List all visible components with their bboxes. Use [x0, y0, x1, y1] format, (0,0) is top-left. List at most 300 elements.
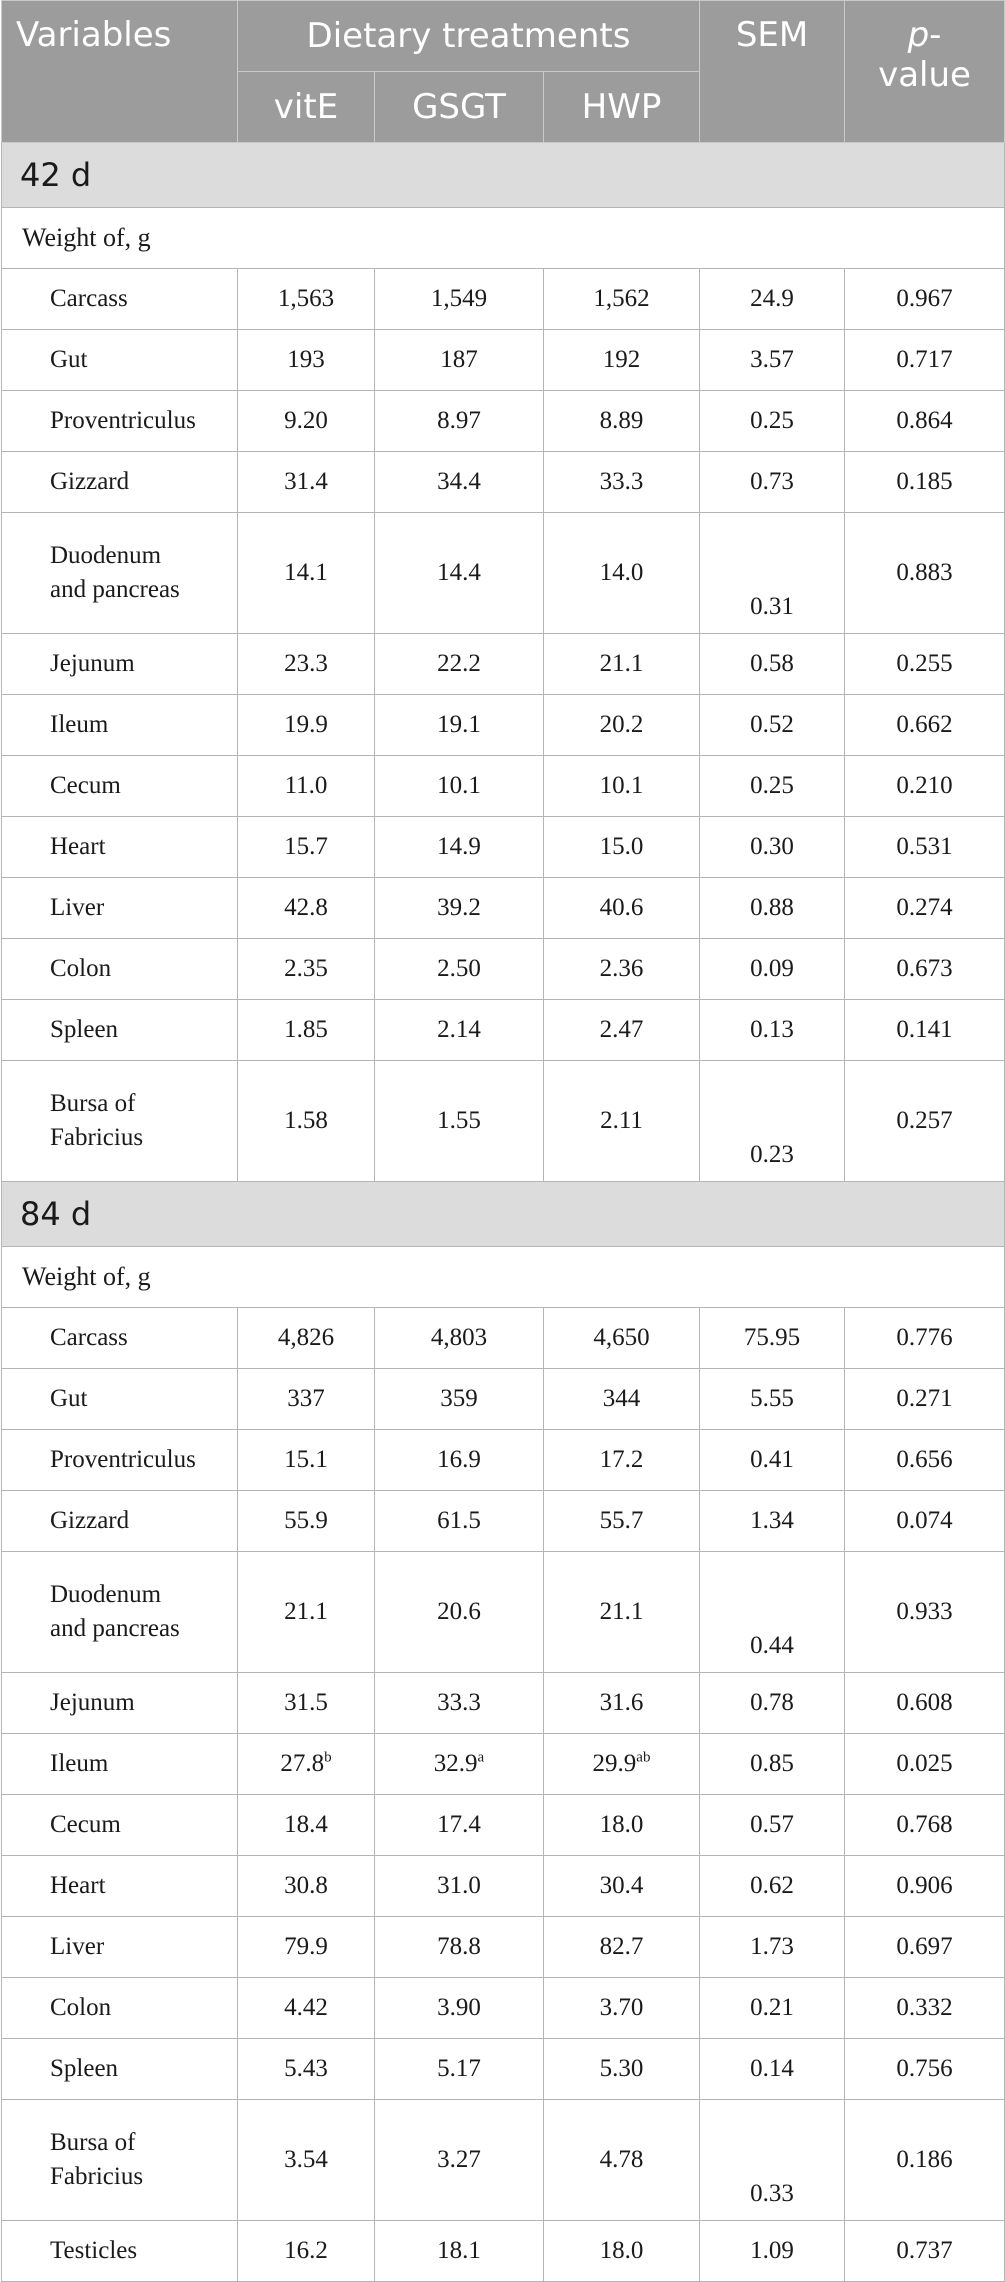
p-value-cell — [845, 1552, 1005, 1673]
table-row — [2, 269, 1005, 330]
cell-value: 55.7 — [599, 1507, 644, 1534]
table-row — [2, 1061, 1005, 1182]
cell-value: 1,549 — [430, 285, 488, 312]
cell-value: 0.31 — [750, 593, 794, 620]
variable-name-cell: Jejunum — [2, 1673, 238, 1734]
vite-cell — [238, 878, 375, 939]
cell-value: 21.1 — [599, 1598, 644, 1625]
cell-value: 0.33 — [750, 2180, 794, 2207]
cell-value: 22.2 — [437, 650, 481, 677]
vite-cell — [238, 513, 375, 634]
cell-value: 29.9 — [592, 1750, 637, 1777]
cell-value: 0.14 — [750, 2055, 794, 2082]
cell-value: 0.255 — [896, 650, 953, 677]
table-header — [2, 1, 1005, 143]
variable-name-cell: Carcass — [2, 1308, 238, 1369]
variable-name-line1: Bursa of — [50, 1090, 136, 1117]
sem-cell — [700, 2221, 845, 2282]
cell-value: 0.13 — [750, 1016, 794, 1043]
hwp-cell — [544, 1917, 700, 1978]
hwp-cell — [544, 269, 700, 330]
cell-value: 1.55 — [437, 1107, 481, 1134]
p-value-cell — [845, 817, 1005, 878]
gsgt-cell — [375, 939, 544, 1000]
cell-value: 31.6 — [599, 1689, 644, 1716]
variable-name-cell: Ileum — [2, 695, 238, 756]
p-value-cell — [845, 452, 1005, 513]
hwp-cell — [544, 2221, 700, 2282]
cell-value: 0.23 — [750, 1141, 794, 1168]
treatment-header-vite: vitE — [238, 72, 375, 143]
p-value-cell — [845, 878, 1005, 939]
cell-value: 9.20 — [284, 407, 328, 434]
sem-cell — [700, 1917, 845, 1978]
p-value-cell — [845, 1856, 1005, 1917]
hwp-cell — [544, 2039, 700, 2100]
cell-value: 75.95 — [743, 1324, 801, 1351]
sem-cell — [700, 1856, 845, 1917]
cell-value: 1,563 — [277, 285, 335, 312]
table-body — [2, 143, 1005, 2282]
cell-value: 0.274 — [896, 894, 953, 921]
cell-value: 0.57 — [750, 1811, 794, 1838]
cell-value: 1,562 — [593, 285, 650, 312]
cell-value: 2.50 — [437, 955, 481, 982]
cell-value: 0.717 — [896, 346, 953, 373]
cell-value: 2.14 — [437, 1016, 481, 1043]
table-row — [2, 1491, 1005, 1552]
sem-cell — [700, 391, 845, 452]
variable-name-line2: and pancreas — [50, 1615, 180, 1642]
cell-value: 20.2 — [599, 711, 644, 738]
hwp-cell — [544, 695, 700, 756]
p-value-cell — [845, 2221, 1005, 2282]
cell-value: 192 — [602, 346, 641, 373]
table-row — [2, 513, 1005, 634]
cell-value: 61.5 — [437, 1507, 481, 1534]
cell-value: 0.78 — [750, 1689, 794, 1716]
table-row — [2, 1673, 1005, 1734]
cell-value: 14.1 — [284, 559, 328, 586]
vite-cell — [238, 1917, 375, 1978]
hwp-cell — [544, 1673, 700, 1734]
cell-value: 14.0 — [599, 559, 644, 586]
vite-cell — [238, 1000, 375, 1061]
cell-value: 0.30 — [750, 833, 794, 860]
cell-value: 32.9 — [433, 1750, 478, 1777]
table-row — [2, 1856, 1005, 1917]
cell-value: 1.34 — [750, 1507, 794, 1534]
variable-name-cell: Liver — [2, 1917, 238, 1978]
sem-cell — [700, 1308, 845, 1369]
cell-value: 14.9 — [437, 833, 481, 860]
p-value-cell — [845, 269, 1005, 330]
cell-value: 24.9 — [750, 285, 794, 312]
p-value-cell — [845, 330, 1005, 391]
gsgt-cell — [375, 2039, 544, 2100]
vite-cell — [238, 1308, 375, 1369]
gsgt-cell — [375, 1795, 544, 1856]
sem-cell — [700, 1000, 845, 1061]
table-row — [2, 1978, 1005, 2039]
variable-name-cell: Spleen — [2, 1000, 238, 1061]
cell-value: 17.4 — [437, 1811, 481, 1838]
gsgt-cell — [375, 1917, 544, 1978]
cell-value: 5.17 — [437, 2055, 481, 2082]
cell-value: 82.7 — [599, 1933, 644, 1960]
variable-name-cell — [2, 1061, 238, 1182]
gsgt-cell — [375, 1000, 544, 1061]
cell-value: 19.1 — [437, 711, 481, 738]
vite-cell — [238, 1734, 375, 1795]
cell-value: 0.673 — [896, 955, 953, 982]
table-row — [2, 2039, 1005, 2100]
vite-cell — [238, 1369, 375, 1430]
cell-value: 0.906 — [896, 1872, 953, 1899]
cell-value: 4,650 — [593, 1324, 650, 1351]
gsgt-cell — [375, 1430, 544, 1491]
cell-value: 3.27 — [437, 2146, 481, 2173]
sem-cell — [700, 1491, 845, 1552]
sem-cell — [700, 1673, 845, 1734]
table-row — [2, 1000, 1005, 1061]
p-value-cell — [845, 391, 1005, 452]
p-value-cell — [845, 2039, 1005, 2100]
sem-cell — [700, 2039, 845, 2100]
section-label: 42 d — [2, 143, 1005, 208]
cell-value: 18.0 — [599, 1811, 644, 1838]
gsgt-cell — [375, 1552, 544, 1673]
cell-value: 0.25 — [750, 772, 794, 799]
cell-value: 5.43 — [284, 2055, 328, 2082]
vite-cell — [238, 1795, 375, 1856]
variable-name-cell: Colon — [2, 1978, 238, 2039]
hwp-cell — [544, 1491, 700, 1552]
p-value-header — [845, 1, 1005, 143]
gsgt-cell — [375, 1978, 544, 2039]
cell-value: 5.30 — [599, 2055, 644, 2082]
cell-value: 0.21 — [750, 1994, 794, 2021]
p-value-cell — [845, 1673, 1005, 1734]
p-value-cell — [845, 1430, 1005, 1491]
cell-value: 0.41 — [750, 1446, 794, 1473]
cell-value: 30.8 — [284, 1872, 328, 1899]
section-header-row — [2, 143, 1005, 208]
table-row — [2, 1795, 1005, 1856]
cell-value: 0.186 — [896, 2146, 953, 2173]
cell-value: 193 — [287, 346, 325, 373]
cell-value: 18.4 — [284, 1811, 328, 1838]
gsgt-cell — [375, 2100, 544, 2221]
gsgt-cell — [375, 1369, 544, 1430]
cell-value: 0.25 — [750, 407, 794, 434]
cell-value: 31.0 — [437, 1872, 481, 1899]
cell-value: 34.4 — [437, 468, 481, 495]
cell-value: 0.44 — [750, 1632, 794, 1659]
p-value-cell — [845, 1917, 1005, 1978]
hwp-cell — [544, 634, 700, 695]
hwp-cell — [544, 1978, 700, 2039]
hwp-cell — [544, 330, 700, 391]
dietary-treatments-header: Dietary treatments — [238, 1, 700, 72]
sem-cell — [700, 452, 845, 513]
cell-value: 11.0 — [284, 772, 328, 799]
hwp-cell — [544, 878, 700, 939]
vite-cell — [238, 1430, 375, 1491]
variable-name-line1: Bursa of — [50, 2129, 136, 2156]
gsgt-cell — [375, 756, 544, 817]
cell-value: 0.756 — [896, 2055, 953, 2082]
cell-value: 15.7 — [284, 833, 328, 860]
cell-value: 19.9 — [284, 711, 328, 738]
variable-name-cell: Heart — [2, 817, 238, 878]
variable-name-cell — [2, 1552, 238, 1673]
vite-cell — [238, 817, 375, 878]
treatment-header-hwp: HWP — [544, 72, 700, 143]
cell-value: 0.88 — [750, 894, 794, 921]
cell-value: 21.1 — [599, 650, 644, 677]
hwp-cell — [544, 1795, 700, 1856]
cell-value: 0.141 — [896, 1016, 953, 1043]
cell-value: 5.55 — [750, 1385, 794, 1412]
variable-name-cell: Liver — [2, 878, 238, 939]
variable-name-cell: Proventriculus — [2, 391, 238, 452]
cell-value: 79.9 — [284, 1933, 328, 1960]
cell-value: 0.62 — [750, 1872, 794, 1899]
table-row — [2, 817, 1005, 878]
cell-value: 0.608 — [896, 1689, 953, 1716]
variable-name-cell: Cecum — [2, 1795, 238, 1856]
cell-value: 33.3 — [599, 468, 644, 495]
cell-value: 31.4 — [284, 468, 328, 495]
significance-superscript: b — [324, 1749, 332, 1766]
p-value-cell — [845, 1369, 1005, 1430]
p-value-cell — [845, 1061, 1005, 1182]
cell-value: 0.025 — [896, 1750, 953, 1777]
hwp-cell — [544, 939, 700, 1000]
subheading-label: Weight of, g — [2, 208, 1005, 269]
p-value-cell — [845, 634, 1005, 695]
cell-value: 16.2 — [284, 2237, 328, 2264]
sem-header: SEM — [700, 1, 845, 143]
cell-value: 21.1 — [284, 1598, 328, 1625]
hwp-cell — [544, 817, 700, 878]
sem-cell — [700, 2100, 845, 2221]
variable-name-line1: Duodenum — [50, 1581, 162, 1608]
variable-name-line2: Fabricius — [50, 1124, 144, 1151]
cell-value: 359 — [440, 1385, 478, 1412]
cell-value: 0.967 — [896, 285, 953, 312]
p-value-cell — [845, 1491, 1005, 1552]
cell-value: 1.09 — [750, 2237, 794, 2264]
gsgt-cell — [375, 1308, 544, 1369]
cell-value: 0.768 — [896, 1811, 953, 1838]
sem-cell — [700, 1795, 845, 1856]
cell-value: 0.52 — [750, 711, 794, 738]
gsgt-cell — [375, 2221, 544, 2282]
variable-name-cell: Colon — [2, 939, 238, 1000]
table-row — [2, 756, 1005, 817]
cell-value: 4.42 — [284, 1994, 328, 2021]
sem-cell — [700, 1061, 845, 1182]
vite-cell — [238, 2100, 375, 2221]
cell-value: 344 — [602, 1385, 641, 1412]
hwp-cell — [544, 2100, 700, 2221]
variable-name-cell — [2, 2100, 238, 2221]
p-value-suffix: - — [929, 15, 942, 55]
gsgt-cell — [375, 513, 544, 634]
sem-cell — [700, 269, 845, 330]
cell-value: 0.332 — [896, 1994, 953, 2021]
vite-cell — [238, 756, 375, 817]
cell-value: 0.737 — [896, 2237, 953, 2264]
gsgt-cell — [375, 391, 544, 452]
cell-value: 187 — [440, 346, 478, 373]
hwp-cell — [544, 1000, 700, 1061]
cell-value: 78.8 — [437, 1933, 481, 1960]
cell-value: 2.11 — [600, 1107, 643, 1134]
p-value-cell — [845, 1795, 1005, 1856]
variable-name-cell: Heart — [2, 1856, 238, 1917]
vite-cell — [238, 269, 375, 330]
sem-cell — [700, 695, 845, 756]
table-row — [2, 1308, 1005, 1369]
vite-cell — [238, 939, 375, 1000]
p-value-cell — [845, 939, 1005, 1000]
gsgt-cell — [375, 330, 544, 391]
cell-value: 4,803 — [430, 1324, 488, 1351]
cell-value: 10.1 — [437, 772, 481, 799]
variable-name-line2: and pancreas — [50, 576, 180, 603]
variables-header: Variables — [2, 1, 238, 143]
sem-cell — [700, 817, 845, 878]
hwp-cell — [544, 1369, 700, 1430]
table-row — [2, 1430, 1005, 1491]
cell-value: 0.074 — [896, 1507, 953, 1534]
gsgt-cell — [375, 1673, 544, 1734]
vite-cell — [238, 1978, 375, 2039]
cell-value: 0.09 — [750, 955, 794, 982]
vite-cell — [238, 634, 375, 695]
vite-cell — [238, 2039, 375, 2100]
cell-value: 0.58 — [750, 650, 794, 677]
cell-value: 8.97 — [437, 407, 481, 434]
sem-cell — [700, 878, 845, 939]
subheading-label: Weight of, g — [2, 1247, 1005, 1308]
table-row — [2, 878, 1005, 939]
vite-cell — [238, 2221, 375, 2282]
p-value-cell — [845, 2100, 1005, 2221]
table-row — [2, 1917, 1005, 1978]
hwp-cell — [544, 1308, 700, 1369]
cell-value: 0.85 — [750, 1750, 794, 1777]
cell-value: 0.864 — [896, 407, 953, 434]
cell-value: 1.85 — [284, 1016, 328, 1043]
cell-value: 18.1 — [437, 2237, 481, 2264]
cell-value: 16.9 — [437, 1446, 481, 1473]
variable-name-cell: Proventriculus — [2, 1430, 238, 1491]
sem-cell — [700, 634, 845, 695]
vite-cell — [238, 695, 375, 756]
hwp-cell — [544, 1430, 700, 1491]
variable-name-cell: Jejunum — [2, 634, 238, 695]
cell-value: 8.89 — [599, 407, 644, 434]
vite-cell — [238, 452, 375, 513]
hwp-cell — [544, 1734, 700, 1795]
variable-name-cell: Gizzard — [2, 452, 238, 513]
cell-value: 0.73 — [750, 468, 794, 495]
cell-value: 42.8 — [284, 894, 328, 921]
variable-name-line1: Duodenum — [50, 542, 162, 569]
cell-value: 3.70 — [599, 1994, 644, 2021]
variable-name-cell: Gut — [2, 1369, 238, 1430]
p-value-cell — [845, 695, 1005, 756]
cell-value: 0.697 — [896, 1933, 953, 1960]
cell-value: 23.3 — [284, 650, 328, 677]
cell-value: 55.9 — [284, 1507, 328, 1534]
cell-value: 15.1 — [284, 1446, 328, 1473]
cell-value: 1.58 — [284, 1107, 328, 1134]
table-row — [2, 939, 1005, 1000]
vite-cell — [238, 1673, 375, 1734]
hwp-cell — [544, 513, 700, 634]
treatment-header-gsgt: GSGT — [375, 72, 544, 143]
cell-value: 1.73 — [750, 1933, 794, 1960]
hwp-cell — [544, 1061, 700, 1182]
gsgt-cell — [375, 452, 544, 513]
variable-name-cell: Carcass — [2, 269, 238, 330]
cell-value: 40.6 — [599, 894, 644, 921]
vite-cell — [238, 330, 375, 391]
cell-value: 2.35 — [284, 955, 328, 982]
sem-cell — [700, 1430, 845, 1491]
gsgt-cell — [375, 1856, 544, 1917]
table-row — [2, 330, 1005, 391]
p-value-cell — [845, 1308, 1005, 1369]
cell-value: 3.54 — [284, 2146, 328, 2173]
cell-value: 0.210 — [896, 772, 953, 799]
gsgt-cell — [375, 634, 544, 695]
vite-cell — [238, 1552, 375, 1673]
cell-value: 30.4 — [599, 1872, 644, 1899]
cell-value: 0.883 — [896, 559, 953, 586]
cell-value: 3.90 — [437, 1994, 481, 2021]
variable-name-cell: Gizzard — [2, 1491, 238, 1552]
cell-value: 0.531 — [896, 833, 953, 860]
gsgt-cell — [375, 269, 544, 330]
cell-value: 39.2 — [437, 894, 481, 921]
subheading-row — [2, 208, 1005, 269]
sem-cell — [700, 1978, 845, 2039]
table-row — [2, 391, 1005, 452]
p-value-cell — [845, 1978, 1005, 2039]
organ-weights-table — [1, 0, 1005, 2282]
sem-cell — [700, 756, 845, 817]
variable-name-cell: Cecum — [2, 756, 238, 817]
variable-name-cell: Gut — [2, 330, 238, 391]
sem-cell — [700, 513, 845, 634]
cell-value: 4.78 — [599, 2146, 644, 2173]
subheading-row — [2, 1247, 1005, 1308]
cell-value: 15.0 — [599, 833, 644, 860]
gsgt-cell — [375, 1061, 544, 1182]
table-row — [2, 1369, 1005, 1430]
cell-value: 18.0 — [599, 2237, 644, 2264]
table-row — [2, 1552, 1005, 1673]
hwp-cell — [544, 452, 700, 513]
gsgt-cell — [375, 1491, 544, 1552]
sem-cell — [700, 939, 845, 1000]
